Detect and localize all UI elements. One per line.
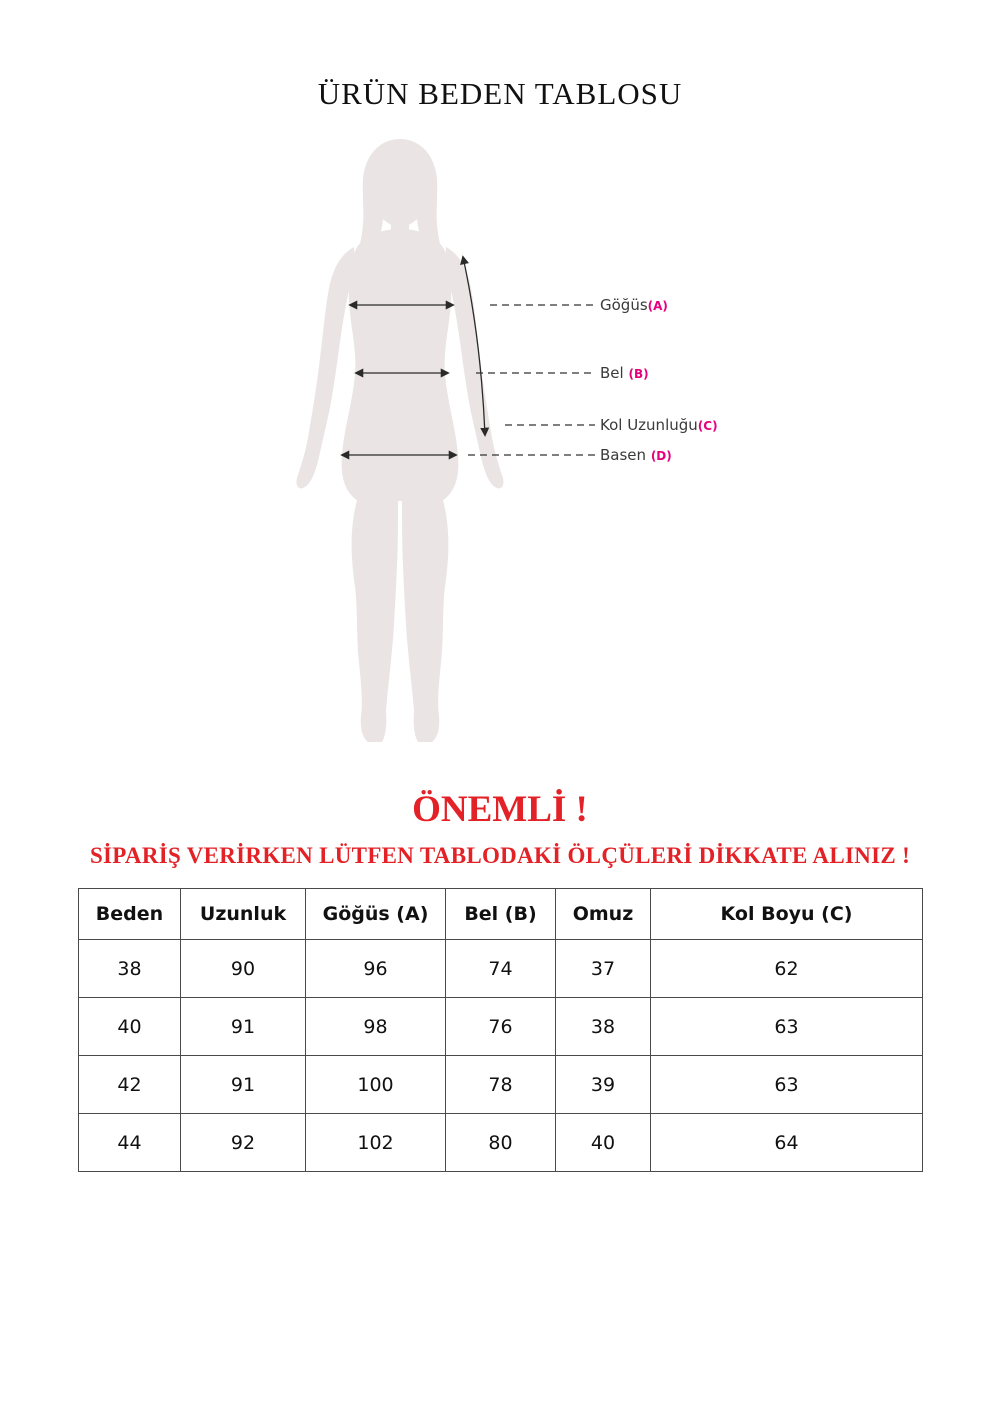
table-cell: 74	[446, 940, 556, 998]
header-gogus: Göğüs (A)	[306, 889, 446, 940]
table-cell: 96	[306, 940, 446, 998]
table-cell: 42	[79, 1056, 181, 1114]
table-cell: 37	[556, 940, 651, 998]
table-row	[79, 1056, 923, 1114]
table-cell: 102	[306, 1114, 446, 1172]
header-kol-boyu: Kol Boyu (C)	[651, 889, 923, 940]
warning-message: SİPARİŞ VERİRKEN LÜTFEN TABLODAKİ ÖLÇÜLERİ DİKKATE ALINIZ !	[89, 843, 911, 868]
measurement-label-arm-length	[600, 415, 718, 435]
header-omuz: Omuz	[556, 889, 651, 940]
table-cell: 39	[556, 1056, 651, 1114]
table-cell: 92	[181, 1114, 306, 1172]
table-cell: 78	[446, 1056, 556, 1114]
table-cell: 100	[306, 1056, 446, 1114]
table-header-row	[79, 889, 923, 940]
table-cell: 40	[79, 998, 181, 1056]
table-cell: 80	[446, 1114, 556, 1172]
table-cell: 63	[651, 1056, 923, 1114]
measurement-label-waist	[600, 363, 649, 383]
table-cell: 98	[306, 998, 446, 1056]
header-uzunluk: Uzunluk	[181, 889, 306, 940]
measurement-label-chest-text: Göğüs	[600, 296, 648, 314]
header-bel: Bel (B)	[446, 889, 556, 940]
page-title: ÜRÜN BEDEN TABLOSU	[317, 76, 683, 111]
table-cell: 90	[181, 940, 306, 998]
female-silhouette	[296, 139, 503, 742]
measurement-label-chest	[600, 295, 668, 315]
measurement-letter-a: (A)	[647, 299, 668, 313]
measurement-letter-c: (C)	[697, 419, 718, 433]
size-table	[78, 888, 923, 1172]
table-cell: 76	[446, 998, 556, 1056]
table-cell: 63	[651, 998, 923, 1056]
table-cell: 64	[651, 1114, 923, 1172]
measurement-diagram	[0, 135, 1000, 750]
table-cell: 62	[651, 940, 923, 998]
table-row	[79, 940, 923, 998]
measurement-label-waist-text: Bel	[600, 364, 629, 382]
table-cell: 91	[181, 998, 306, 1056]
table-cell: 38	[79, 940, 181, 998]
measurement-letter-b: (B)	[628, 367, 649, 381]
table-row	[79, 998, 923, 1056]
table-row	[79, 1114, 923, 1172]
measurement-label-hip-text: Basen	[600, 446, 651, 464]
table-cell: 44	[79, 1114, 181, 1172]
table-cell: 38	[556, 998, 651, 1056]
header-beden: Beden	[79, 889, 181, 940]
measurement-letter-d: (D)	[650, 449, 672, 463]
table-cell: 91	[181, 1056, 306, 1114]
warning-heading: ÖNEMLİ !	[412, 789, 588, 830]
measurement-label-arm-length-text: Kol Uzunluğu	[600, 416, 698, 434]
measurement-label-hip	[600, 445, 672, 465]
table-cell: 40	[556, 1114, 651, 1172]
body-silhouette-figure	[250, 135, 600, 750]
